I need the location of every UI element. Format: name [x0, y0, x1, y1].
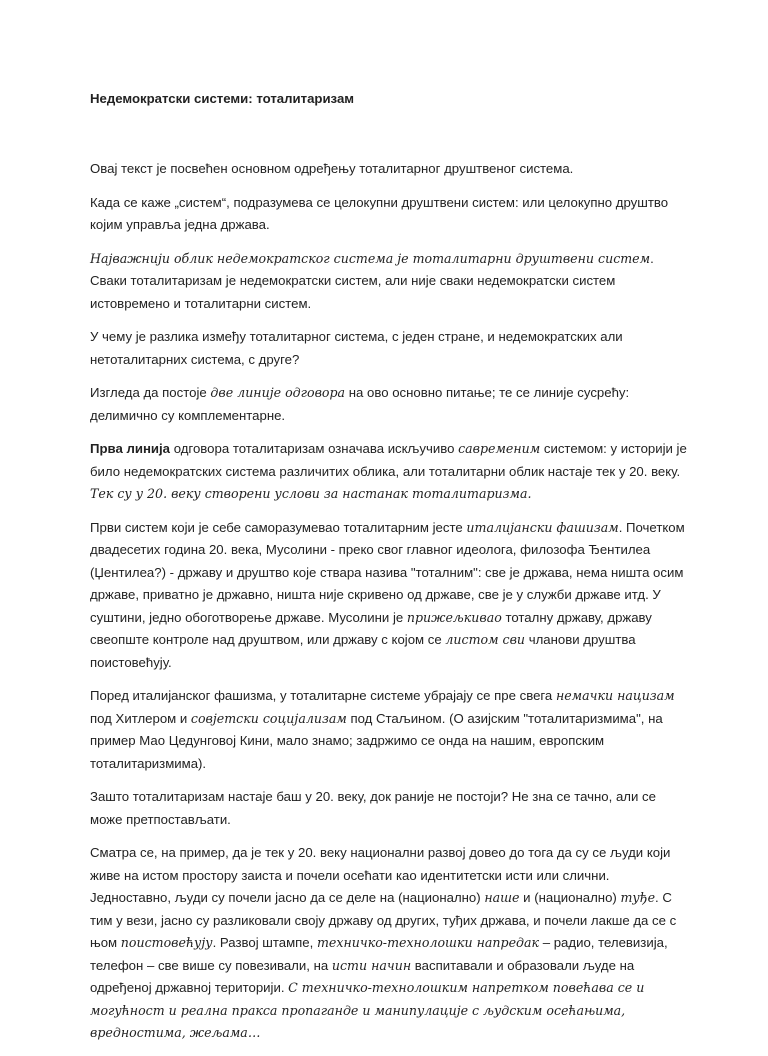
- text-run: . Развој штампе,: [212, 935, 317, 950]
- emphasized-text: немачки нацизам: [555, 688, 675, 703]
- text-run: Поред италијанског фашизма, у тоталитарне системе убрајају се пре свега: [90, 688, 556, 703]
- text-run: на ово основно питање; те се линије сусрећу: делимично су комплементарне.: [90, 385, 630, 423]
- text-run: Овај текст је посвећен основном одређењу тоталитарног друштвеног система.: [90, 161, 574, 176]
- document-title: Недемократски системи: тоталитаризам: [90, 91, 355, 106]
- paragraph: [90, 326, 690, 371]
- paragraph: [90, 842, 690, 1045]
- text-run: . С тим у вези, јасно су разликовали своју државу од других, туђих држава, и почели лакше да се с њом: [90, 890, 677, 950]
- emphasized-text: две линије одговора: [210, 385, 346, 400]
- text-run: Изгледа да постоје: [90, 385, 211, 400]
- text-run: . Почетком двадесетих година 20. века, Мусолини - преко свог главног идеолога, филозофа Ђентилеа (Џентилеа?) - државу и друштво које ствара назива "тоталним": све је држава, нема ништа осим државе, приватно је државно, ништа није скривено од државе, све је у служби државе итд. У суштини, једно обоготворење државе. Мусолини је: [90, 519, 685, 625]
- emphasized-text: Најважнији облик недемократског система је тоталитарни друштвени систем: [90, 250, 651, 266]
- text-run: тоталну државу, државу свеопште контроле над друштвом, или државу с којом се: [90, 609, 652, 647]
- text-run: под Хитлером и: [90, 710, 191, 726]
- text-run: васпитавали и образовали људе на одређеној државној територији.: [90, 957, 635, 995]
- text-run: Зашто тоталитаризам настаје баш у 20. веку, док раније не постоји? Не зна се тачно, али се може претпостављати.: [90, 789, 656, 827]
- emphasized-text: листом сви: [445, 632, 526, 647]
- text-run: – радио, телевизија, телефон – све више су повезивали, на: [90, 935, 668, 973]
- emphasized-text: техничко-технолошки напредак: [316, 935, 540, 950]
- text-run: . Сваки тоталитаризам је недемократски систем, али није сваки недемократски систем истовремено и тоталитарни систем.: [90, 250, 654, 311]
- text-run: Први систем који је себе саморазумевао тоталитарним јесте: [90, 519, 467, 535]
- emphasized-text: прижељкивао: [406, 609, 502, 625]
- paragraph: [90, 382, 690, 427]
- paragraph: [90, 158, 690, 181]
- emphasized-text: наше: [484, 890, 520, 905]
- emphasized-text: италијански фашизам: [466, 519, 619, 535]
- emphasized-text: исти начин: [331, 957, 412, 973]
- text-run: и (национално): [519, 890, 621, 905]
- bold-text: Прва линија: [90, 441, 171, 456]
- text-run: Сматра се, на пример, да је тек у 20. веку национални развој довео до тога да су се људи који живе на истом простору заиста и почели осећати као идентитетски исти или слични. Једноставно, људи су почели јасно да се деле на (национално): [90, 845, 671, 905]
- paragraph: [90, 192, 690, 237]
- emphasized-text: С техничко-технолошким напретком повећава се и могућност и реална пракса пропаганде и манипулације с људским осећањима, вредностима, жељама…: [90, 980, 645, 1040]
- text-run: под Стаљином. (О азијским "тоталитаризмима", на пример Мао Цедунговој Кини, мало знамо; задржимо се онда на нашим, европским тоталитаризмима).: [90, 710, 663, 771]
- emphasized-text: совјетски социјализам: [190, 710, 347, 726]
- paragraph: [90, 685, 690, 775]
- paragraph: [90, 786, 690, 831]
- paragraph: [90, 248, 690, 316]
- emphasized-text: поистовећују: [120, 935, 213, 950]
- text-run: У чему је разлика између тоталитарног система, с једен стране, и недемократских али нетоталитарних система, с друге?: [90, 329, 623, 367]
- document-page: [90, 88, 690, 1056]
- text-run: чланови друштва поистовећују.: [90, 632, 636, 670]
- document-body: [90, 158, 690, 1045]
- text-run: Када се каже „систем“, подразумева се целокупни друштвени систем: или целокупно друштво којим управља једна држава.: [90, 194, 669, 232]
- text-run: одговора тоталитаризам означава искључиво: [170, 441, 459, 456]
- paragraph: [90, 517, 690, 675]
- emphasized-text: туђе: [620, 890, 656, 905]
- emphasized-text: савременим: [458, 441, 541, 456]
- paragraph: [90, 438, 690, 506]
- text-run: системом: у историји је било недемократских система различитих облика, али тоталитарни облик настаје тек у 20. веку.: [90, 441, 687, 479]
- emphasized-text: Тек су у 20. веку створени услови за настанак тоталитаризма.: [90, 486, 532, 501]
